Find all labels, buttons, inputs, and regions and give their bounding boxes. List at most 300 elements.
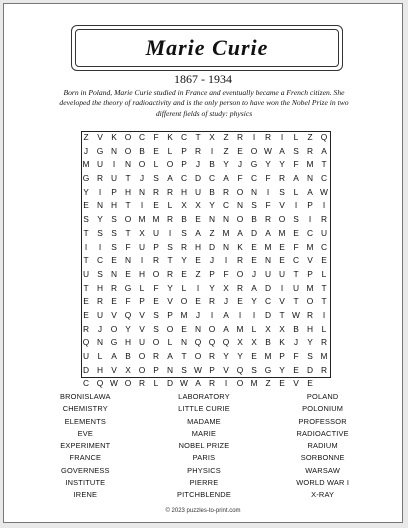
grid-letter: C (264, 296, 272, 307)
grid-letter: Q (222, 337, 230, 348)
grid-letter: I (84, 241, 88, 252)
grid-letter: R (320, 364, 328, 375)
grid-letter: K (237, 241, 243, 252)
grid-letter: E (181, 323, 187, 334)
word-list-item: PIERRE (189, 478, 219, 488)
grid-letter: E (279, 378, 285, 389)
grid-letter: U (82, 268, 90, 279)
grid-letter: I (140, 200, 144, 211)
grid-letter: A (265, 227, 271, 238)
grid-letter: R (236, 282, 244, 293)
grid-letter: Y (279, 364, 285, 375)
grid-letter: I (294, 200, 298, 211)
grid-letter: V (293, 378, 299, 389)
grid-letter: O (166, 323, 174, 334)
word-list-item: IRENE (73, 490, 98, 500)
grid-letter: V (111, 309, 117, 320)
grid-letter: M (264, 241, 272, 252)
grid-letter: Z (223, 132, 229, 142)
grid-letter: L (167, 200, 173, 211)
grid-letter: R (236, 132, 244, 142)
grid-letter: B (251, 214, 257, 225)
grid-letter: E (111, 296, 117, 307)
grid-letter: E (307, 378, 313, 389)
grid-letter: H (124, 186, 132, 197)
grid-letter: C (180, 132, 188, 142)
grid-letter: Q (320, 132, 328, 142)
grid-letter: V (223, 364, 229, 375)
grid-letter: Y (237, 351, 243, 361)
grid-letter: I (322, 309, 326, 320)
grid-letter: J (237, 159, 243, 170)
grid-letter: E (153, 145, 159, 156)
grid-letter: P (307, 200, 313, 211)
grid-letter: Y (265, 159, 271, 170)
word-list-item: INSTITUTE (65, 478, 106, 488)
grid-letter: Q (236, 364, 244, 375)
word-list-item: MARIE (191, 428, 217, 438)
grid-letter: Y (97, 214, 103, 225)
word-list-item: CHEMISTRY (62, 404, 108, 414)
grid-letter: H (110, 200, 118, 211)
grid-letter: O (194, 351, 202, 361)
page-title: Marie Curie (145, 35, 269, 60)
grid-letter: U (194, 186, 202, 197)
worksheet-page (3, 3, 403, 523)
grid-letter: M (306, 241, 314, 252)
grid-letter: J (195, 159, 201, 170)
grid-letter: O (278, 214, 286, 225)
grid-letter: N (166, 364, 174, 375)
grid-letter: I (238, 309, 242, 320)
grid-letter: U (110, 173, 118, 184)
grid-letter: C (82, 378, 90, 389)
grid-letter: O (110, 323, 118, 334)
grid-letter: L (251, 323, 257, 334)
grid-letter: O (236, 268, 244, 279)
title-frame (71, 25, 343, 71)
grid-letter: H (96, 364, 104, 375)
grid-letter: I (266, 186, 270, 197)
grid-letter: U (278, 268, 286, 279)
grid-letter: S (293, 214, 299, 225)
grid-letter: X (209, 132, 215, 142)
grid-letter: U (264, 268, 272, 279)
grid-letter: C (250, 173, 258, 184)
grid-letter: L (293, 186, 299, 197)
grid-letter: I (252, 132, 256, 142)
word-list-item: RADIUM (307, 441, 338, 451)
word-list-item: POLONIUM (302, 404, 344, 414)
word-list-item: BRONISLAWA (59, 392, 111, 401)
grid-letter: G (96, 145, 104, 156)
grid-letter: T (321, 159, 327, 170)
grid-letter: V (279, 296, 285, 307)
grid-letter: D (264, 309, 272, 320)
grid-letter: V (97, 132, 103, 142)
grid-letter: R (152, 351, 160, 361)
word-list-item: ELEMENTS (64, 416, 107, 426)
grid-letter: O (306, 296, 314, 307)
grid-letter: F (125, 296, 131, 307)
grid-letter: Q (194, 337, 202, 348)
grid-letter: S (307, 351, 313, 361)
grid-letter: E (195, 214, 201, 225)
grid-letter: S (181, 364, 187, 375)
grid-letter: Y (209, 200, 215, 211)
grid-letter: Z (195, 268, 201, 279)
grid-letter: J (293, 337, 299, 348)
grid-letter: E (293, 227, 299, 238)
grid-letter: X (279, 323, 285, 334)
grid-letter: R (278, 173, 286, 184)
grid-letter: F (293, 351, 299, 361)
grid-letter: F (265, 200, 271, 211)
grid-letter: B (265, 337, 271, 348)
grid-letter: O (124, 378, 132, 389)
grid-letter: P (307, 268, 313, 279)
grid-letter: H (138, 268, 146, 279)
grid-letter: R (208, 378, 216, 389)
grid-letter: R (208, 296, 216, 307)
grid-letter: O (138, 159, 146, 170)
grid-letter: T (181, 351, 187, 361)
grid-letter: D (208, 241, 216, 252)
grid-letter: N (236, 200, 244, 211)
grid-letter: R (320, 337, 328, 348)
grid-letter: N (264, 255, 272, 266)
grid-letter: E (279, 255, 285, 266)
grid-letter: R (180, 241, 188, 252)
word-list-item: POLAND (306, 392, 339, 401)
grid-letter: F (293, 159, 299, 170)
grid-letter: M (278, 227, 286, 238)
grid-letter: V (167, 296, 173, 307)
grid-letter: R (306, 309, 314, 320)
grid-letter: Y (223, 159, 229, 170)
grid-letter: N (96, 337, 104, 348)
grid-letter: A (307, 186, 313, 197)
grid-letter: B (139, 145, 145, 156)
grid-letter: S (153, 173, 159, 184)
grid-letter: N (110, 145, 118, 156)
word-list-item: EXPERIMENT (60, 441, 111, 451)
grid-letter: S (97, 227, 103, 238)
grid-letter: R (208, 351, 216, 361)
grid-letter: W (110, 378, 118, 389)
word-list-item: GOVERNESS (61, 465, 110, 475)
grid-letter: N (110, 268, 118, 279)
grid-letter: E (321, 255, 327, 266)
grid-letter: E (251, 241, 257, 252)
grid-letter: B (181, 214, 187, 225)
grid-letter: L (97, 351, 103, 361)
word-list-item: PROFESSOR (298, 416, 347, 426)
word-list-item: MADAME (187, 416, 221, 426)
grid-letter: C (292, 255, 300, 266)
grid-letter: A (251, 282, 257, 293)
grid-letter: H (194, 241, 202, 252)
grid-letter: V (139, 309, 145, 320)
grid-letter: M (152, 214, 160, 225)
grid-letter: F (293, 241, 299, 252)
grid-letter: R (194, 145, 202, 156)
grid-letter: P (209, 364, 215, 375)
grid-letter: H (96, 282, 104, 293)
grid-letter: P (111, 186, 117, 197)
grid-letter: V (307, 255, 313, 266)
title-frame-inner (75, 29, 339, 67)
grid-letter: O (166, 159, 174, 170)
word-list-item: LABORATORY (178, 392, 230, 401)
grid-letter: O (208, 323, 216, 334)
grid-letter: W (320, 186, 328, 197)
grid-letter: Y (223, 351, 229, 361)
grid-letter: O (138, 364, 146, 375)
grid-letter: I (280, 282, 284, 293)
grid-letter: R (96, 296, 104, 307)
grid-letter: R (110, 282, 118, 293)
grid-letter: T (125, 200, 131, 211)
grid-letter: A (195, 227, 201, 238)
grid-letter: R (222, 186, 230, 197)
grid-letter: A (293, 173, 299, 184)
grid-letter: O (250, 145, 258, 156)
grid-letter: O (152, 337, 160, 348)
grid-letter: J (209, 255, 215, 266)
grid-letter: A (321, 145, 327, 156)
grid-letter: Y (125, 323, 131, 334)
grid-letter: I (224, 255, 228, 266)
grid-letter: A (167, 173, 173, 184)
grid-letter: S (97, 268, 103, 279)
grid-letter: R (82, 323, 90, 334)
grid-letter: Y (83, 186, 89, 197)
grid-letter: X (237, 337, 243, 348)
grid-letter: D (166, 378, 174, 389)
grid-letter: E (153, 200, 159, 211)
grid-letter: X (181, 200, 187, 211)
grid-letter: P (167, 309, 173, 320)
grid-letter: Z (83, 132, 89, 142)
grid-letter: E (279, 241, 285, 252)
grid-letter: R (236, 255, 244, 266)
grid-letter: O (152, 268, 160, 279)
grid-letter: S (181, 227, 187, 238)
grid-letter: B (125, 351, 131, 361)
grid-letter: I (98, 241, 102, 252)
grid-letter: P (279, 351, 285, 361)
grid-letter: W (264, 145, 272, 156)
grid-letter: I (280, 132, 284, 142)
grid-letter: S (251, 200, 257, 211)
grid-letter: U (96, 159, 104, 170)
grid-letter: O (180, 296, 188, 307)
grid-letter: J (97, 323, 103, 334)
grid-letter: I (322, 200, 326, 211)
grid-letter: D (264, 282, 272, 293)
grid-letter: C (320, 241, 328, 252)
grid-letter: I (196, 282, 200, 293)
grid-letter: S (153, 323, 159, 334)
grid-letter: K (167, 132, 173, 142)
grid-letter: T (125, 173, 131, 184)
grid-letter: S (293, 145, 299, 156)
grid-letter: X (125, 364, 131, 375)
grid-letter: T (83, 282, 89, 293)
grid-letter: U (96, 309, 104, 320)
grid-letter: V (139, 323, 145, 334)
grid-letter: N (138, 186, 146, 197)
grid-letter: Z (209, 227, 215, 238)
grid-letter: U (138, 241, 146, 252)
word-list-item: FRANCE (69, 453, 102, 463)
grid-letter: U (138, 337, 146, 348)
grid-letter: C (180, 173, 188, 184)
grid-letter: R (166, 214, 174, 225)
grid-letter: I (308, 214, 312, 225)
word-list-item: NOBEL PRIZE (178, 441, 230, 451)
grid-letter: O (236, 378, 244, 389)
word-list-item: WORLD WAR I (296, 478, 350, 488)
grid-letter: Y (279, 159, 285, 170)
grid-letter: Y (307, 337, 313, 348)
grid-letter: L (167, 337, 173, 348)
grid-letter: F (265, 173, 271, 184)
word-list-item: PHYSICS (187, 465, 221, 475)
grid-letter: X (223, 282, 229, 293)
grid-letter: Q (96, 378, 104, 389)
word-list-item: SORBONNE (300, 453, 345, 463)
word-list-item: PARIS (192, 453, 216, 463)
grid-letter: I (210, 309, 214, 320)
grid-letter: R (306, 145, 314, 156)
grid-letter: Q (82, 337, 90, 348)
grid-letter: X (265, 323, 271, 334)
grid-letter: V (279, 200, 285, 211)
grid-letter: R (264, 214, 272, 225)
grid-letter: M (236, 323, 244, 334)
grid-letter: V (111, 364, 117, 375)
grid-letter: X (139, 227, 145, 238)
grid-letter: E (181, 268, 187, 279)
grid-letter: P (209, 268, 215, 279)
grid-letter: B (209, 159, 215, 170)
grid-letter: B (293, 323, 299, 334)
grid-letter: E (83, 296, 89, 307)
grid-letter: U (292, 282, 300, 293)
grid-letter: Y (251, 296, 257, 307)
grid-letter: B (209, 186, 215, 197)
grid-letter: E (237, 296, 243, 307)
grid-letter: A (279, 145, 285, 156)
grid-letter: E (293, 364, 299, 375)
grid-letter: L (153, 159, 159, 170)
grid-letter: G (124, 282, 132, 293)
grid-letter: M (320, 351, 328, 361)
grid-letter: N (250, 186, 258, 197)
grid-letter: E (195, 296, 201, 307)
grid-letter: M (250, 378, 258, 389)
grid-letter: Z (265, 378, 271, 389)
grid-letter: T (321, 296, 327, 307)
grid-letter: C (222, 200, 230, 211)
grid-letter: C (138, 132, 146, 142)
grid-letter: R (166, 186, 174, 197)
grid-letter: P (181, 145, 187, 156)
grid-letter: Y (209, 282, 215, 293)
grid-letter: E (195, 255, 201, 266)
grid-letter: N (208, 214, 216, 225)
grid-letter: D (82, 364, 90, 375)
grid-letter: I (252, 309, 256, 320)
grid-letter: Q (124, 309, 132, 320)
word-list-item: EVE (77, 428, 94, 438)
grid-letter: H (180, 186, 188, 197)
grid-letter: S (83, 214, 89, 225)
grid-letter: C (96, 255, 104, 266)
grid-letter: S (167, 241, 173, 252)
grid-letter: M (306, 159, 314, 170)
grid-letter: X (195, 200, 201, 211)
grid-letter: W (180, 378, 188, 389)
grid-letter: D (250, 227, 258, 238)
grid-letter: C (306, 227, 314, 238)
grid-letter: O (124, 132, 132, 142)
grid-letter: N (124, 159, 132, 170)
grid-letter: T (293, 268, 299, 279)
grid-letter: G (250, 159, 258, 170)
grid-letter: P (139, 296, 145, 307)
grid-letter: M (138, 214, 146, 225)
grid-letter: L (167, 145, 173, 156)
grid-letter: N (194, 323, 202, 334)
grid-letter: E (83, 309, 89, 320)
grid-letter: N (96, 200, 104, 211)
word-list (26, 391, 382, 502)
grid-letter: E (251, 255, 257, 266)
grid-letter: O (124, 214, 132, 225)
grid-letter: G (264, 364, 272, 375)
grid-letter: F (237, 173, 243, 184)
grid-letter: N (222, 241, 230, 252)
grid-letter: K (279, 337, 285, 348)
grid-letter: I (140, 255, 144, 266)
grid-letter: A (167, 351, 173, 361)
grid-letter: L (321, 268, 327, 279)
grid-letter: E (153, 296, 159, 307)
word-list-item: RADIOACTIVE (296, 428, 349, 438)
grid-letter: J (195, 309, 201, 320)
grid-letter: A (223, 323, 229, 334)
grid-letter: D (306, 364, 314, 375)
grid-letter: G (110, 337, 118, 348)
life-years: 1867 - 1934 (174, 72, 232, 86)
grid-letter: R (96, 173, 104, 184)
bio-text: Born in Poland, Marie Curie studied in France and eventually became a French citizen. She developed the theory of radioactivity and is the only person to have won the Nobel Prize in two different fields of study: physics (59, 88, 349, 118)
grid-letter: M (264, 351, 272, 361)
grid-letter: A (223, 173, 229, 184)
grid-letter: O (236, 186, 244, 197)
grid-letter: R (152, 186, 160, 197)
grid-letter: U (320, 227, 328, 238)
grid-letter: Z (307, 132, 313, 142)
grid-letter: T (195, 132, 201, 142)
grid-letter: E (125, 268, 131, 279)
grid-letter: F (153, 282, 159, 293)
word-search-grid (79, 131, 331, 389)
grid-letter: I (168, 227, 172, 238)
